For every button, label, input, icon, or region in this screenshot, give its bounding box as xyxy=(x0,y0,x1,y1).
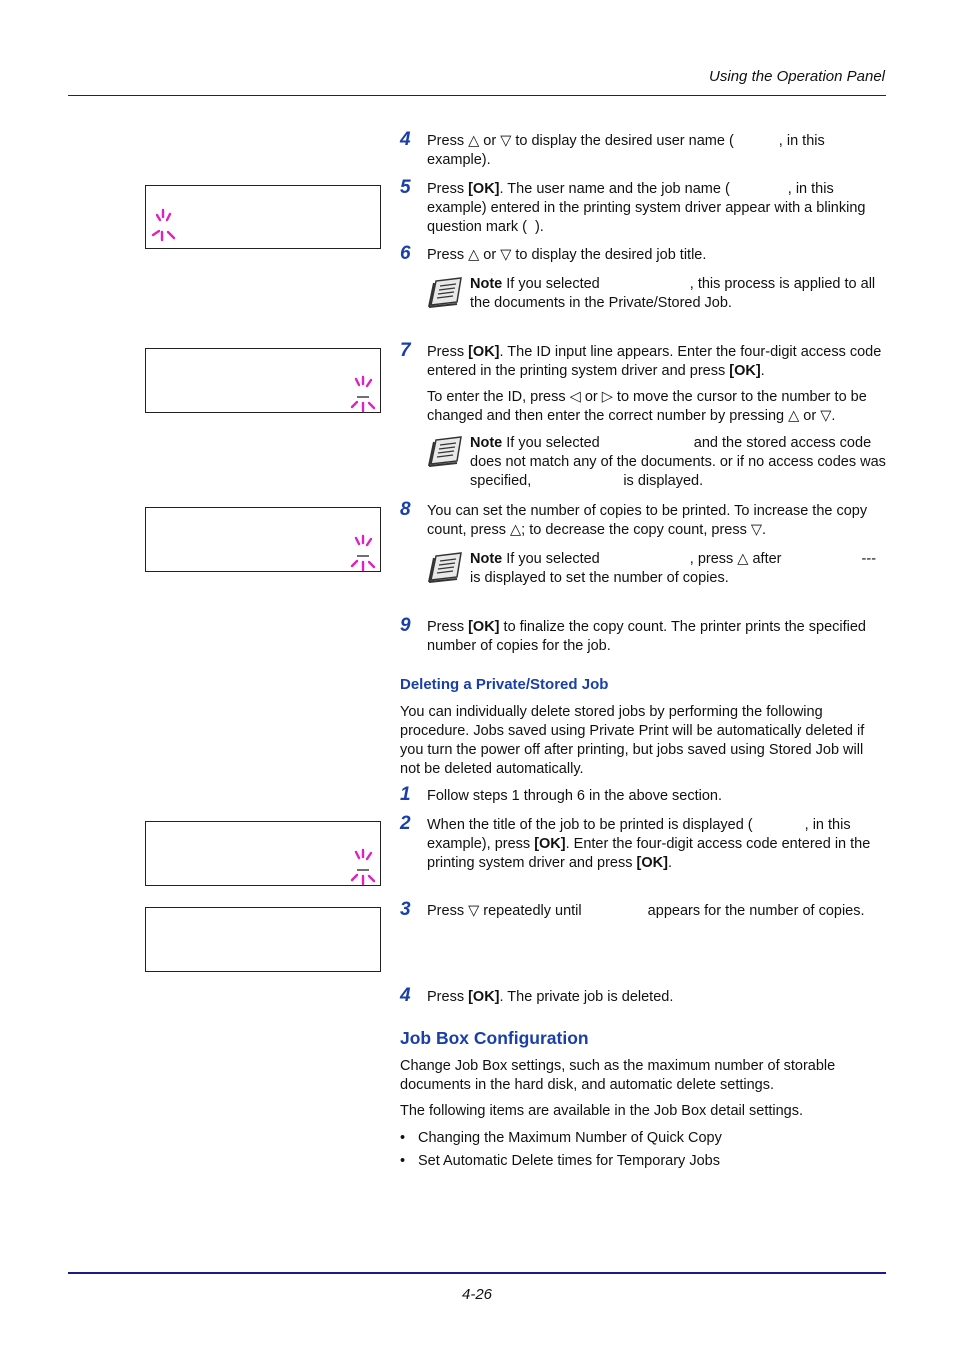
note-2: Note If you selected and the stored access code does not match any of the documents. or if no access codes was specified, is displayed. xyxy=(427,434,887,491)
lcd-display-1 xyxy=(145,185,381,249)
note-3: Note If you selected , press △ after --- is displayed to set the number of copies. xyxy=(427,550,887,588)
step-6: 6 Press △ or ▽ to display the desired job title. xyxy=(400,243,707,264)
lcd-display-2 xyxy=(145,348,381,413)
lcd-display-4 xyxy=(145,821,381,886)
bullet-icon: • xyxy=(400,1153,406,1169)
note-icon xyxy=(427,434,465,468)
step-8: 8 You can set the number of copies to be printed. To increase the copy count, press △; to decrease the copy count, press ▽. xyxy=(400,499,868,538)
deleting-intro: You can individually delete stored jobs by performing the following procedure. Jobs saved using Private Print will be automatically deleted if you turn the power off after printing, but jobs saved using Stored Job will not be deleted automatically. xyxy=(400,704,865,777)
step-5: 5 Press [OK]. The user name and the job name ( , in this example) entered in the printing system driver appear with a blinking question mark ( ). xyxy=(400,177,866,235)
delete-step-1: 1 Follow steps 1 through 6 in the above section. xyxy=(400,784,723,805)
section-heading-job-box: Job Box Configuration xyxy=(400,1028,589,1048)
note-1: Note If you selected , this process is applied to all the documents in the Private/Stored Job. xyxy=(427,275,887,313)
step-4: 4 Press △ or ▽ to display the desired user name ( , in this example). xyxy=(400,129,825,168)
blinking-cursor-icon xyxy=(348,375,378,413)
note-icon xyxy=(427,550,465,584)
blinking-cursor-icon xyxy=(148,206,178,244)
delete-step-2: 2 When the title of the job to be printed is displayed ( , in this example), press [OK]. Enter the four-digit access code entered in the printing system driver and press [OK]. xyxy=(400,813,871,871)
section-heading-deleting: Deleting a Private/Stored Job xyxy=(400,676,609,693)
bullet-item: • Changing the Maximum Number of Quick Copy xyxy=(400,1130,722,1146)
running-header: Using the Operation Panel xyxy=(709,68,885,85)
step-7: 7 Press [OK]. The ID input line appears. Enter the four-digit access code entered in the printing system driver and press [OK]. xyxy=(400,340,882,379)
step-9: 9 Press [OK] to finalize the copy count. The printer prints the specified number of copies for the job. xyxy=(400,615,866,654)
lcd-display-5 xyxy=(145,907,381,972)
blinking-cursor-icon xyxy=(348,534,378,572)
job-box-paragraph-2: The following items are available in the Job Box detail settings. xyxy=(400,1103,803,1119)
delete-step-4: 4 Press [OK]. The private job is deleted. xyxy=(400,985,674,1006)
note-icon xyxy=(427,275,465,309)
bullet-item: • Set Automatic Delete times for Temporary Jobs xyxy=(400,1153,720,1169)
footer-rule xyxy=(68,1272,886,1274)
blinking-cursor-icon xyxy=(348,848,378,886)
bullet-icon: • xyxy=(400,1130,406,1146)
lcd-display-3 xyxy=(145,507,381,572)
header-rule xyxy=(68,95,886,96)
job-box-paragraph-1: Change Job Box settings, such as the maximum number of storable documents in the hard disk, and automatic delete settings. xyxy=(400,1058,836,1093)
page-number: 4-26 xyxy=(461,1286,493,1303)
delete-step-3: 3 Press ▽ repeatedly until appears for the number of copies. xyxy=(400,899,865,920)
step-7-detail: To enter the ID, press ◁ or ▷ to move the cursor to the number to be changed and then enter the correct number by pressing △ or ▽. xyxy=(427,389,867,424)
